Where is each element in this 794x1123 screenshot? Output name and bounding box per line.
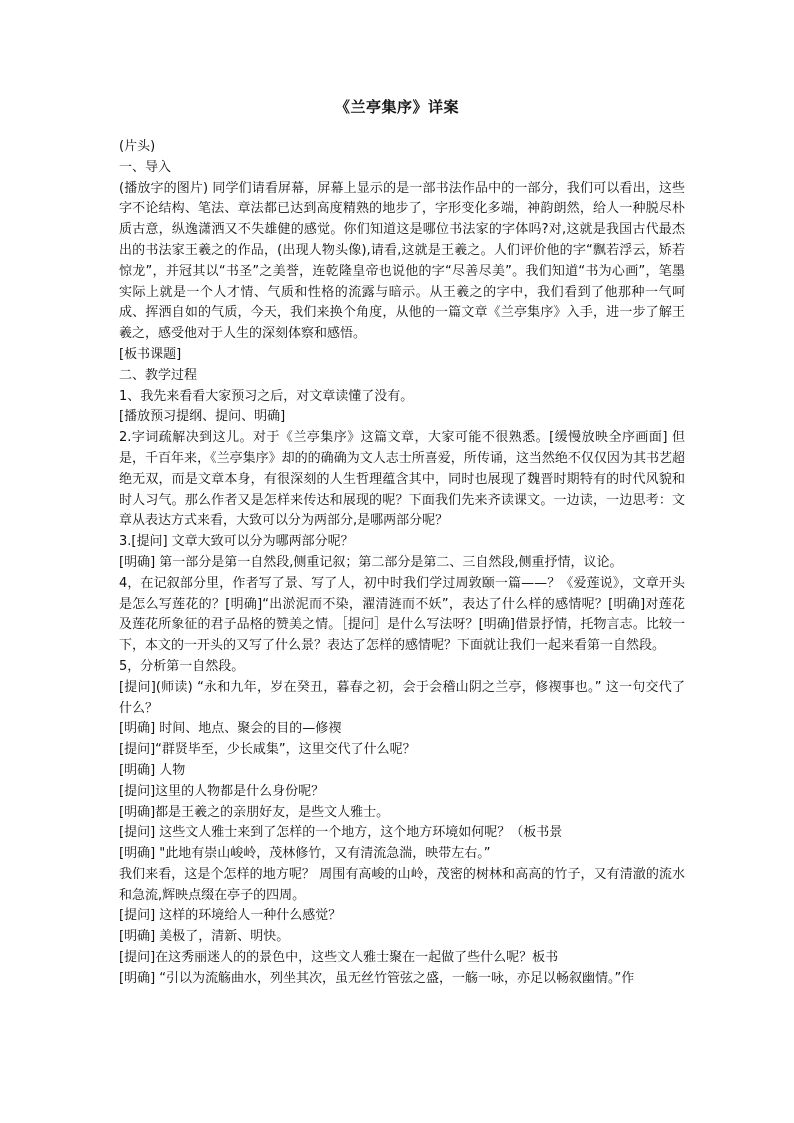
body-paragraph: [提问](师读) “永和九年，岁在癸丑，暮春之初，会于会稽山阴之兰亭，修禊事也。” 这一句交代了什么？ [119, 679, 685, 716]
body-paragraph: [明确] 美极了，清新、明快。 [119, 929, 290, 945]
body-paragraph: [明确]都是王羲之的亲朋好友，是些文人雅士。 [119, 804, 390, 820]
document-title: 《兰亭集序》详案 [334, 98, 459, 116]
body-paragraph: [明确] "此地有崇山峻岭，茂林修竹，又有清流急湍，映带左右。” [119, 846, 491, 862]
body-paragraph: 1、我先来看看大家预习之后，对文章读懂了没有。 [119, 388, 414, 404]
body-paragraph: [提问]这里的人物都是什么身份呢？ [119, 783, 325, 799]
body-paragraph: [明确] “引以为流觞曲水，列坐其次，虽无丝竹管弦之盛，一觞一咏，亦足以畅叙幽情。”作 [119, 970, 635, 986]
body-paragraph: [板书课题] [119, 346, 182, 362]
body-paragraph: [明确] 人物 [119, 762, 186, 778]
body-paragraph: [播放预习提纲、提问、明确] [119, 409, 286, 425]
body-paragraph: 4，在记叙部分里，作者写了景、写了人，初中时我们学过周敦颐一篇——？《爱莲说》，文章开头是怎么写莲花的？[明确]“出淤泥而不染，濯清涟而不妖”，表达了什么样的感情呢？[明确]对莲花及莲花所象征的君子品格的赞美之情。［提问］是什么写法呀？[明确]借景抒情，托物言志。比较一下，本文的一开头的又写了什么景？表达了怎样的感情呢？下面就让我们一起来看第一自然段。 [119, 575, 685, 654]
body-paragraph: 二、教学过程 [119, 367, 198, 383]
body-paragraph: [提问]“群贤毕至，少长咸集”，这里交代了什么呢？ [119, 742, 416, 758]
body-paragraph: [明确] 第一部分是第一自然段,侧重记叙；第二部分是第二、三自然段,侧重抒情，议论。 [119, 554, 623, 570]
body-paragraph: [提问] 这些文人雅士来到了怎样的一个地方，这个地方环境如何呢？（板书景 [119, 825, 563, 841]
body-paragraph: (片头) [119, 139, 156, 154]
body-paragraph: 3.[提问] 文章大致可以分为哪两部分呢？ [119, 534, 354, 550]
body-paragraph: 一、导入 [119, 159, 172, 175]
body-paragraph: 2.字词疏解决到这儿。对于《兰亭集序》这篇文章，大家可能不很熟悉。[缓慢放映全序画面] 但是，千百年来，《兰亭集序》却的的确确为文人志士所喜爱，所传诵，这当然绝不仅仅因为其书艺超绝无双，而是文章本身，有很深刻的人生哲理蕴含其中，同时也展现了魏晋时期特有的时代风貌和时人习气。那么作者又是怎样来传达和展现的呢？下面我们先来齐读课文。一边读，一边思考：文章从表达方式来看，大致可以分为两部分,是哪两部分呢？ [119, 430, 685, 529]
body-paragraph: 5，分析第一自然段。 [119, 658, 245, 674]
body-paragraph: [提问] 这样的环境给人一种什么感觉？ [119, 908, 342, 924]
body-paragraph: [提问]在这秀丽迷人的的景色中，这些文人雅士聚在一起做了些什么呢？板书 [119, 950, 559, 966]
body-paragraph: (播放字的图片) 同学们请看屏幕，屏幕上显示的是一部书法作品中的一部分，我们可以看出，这些字不论结构、笔法、章法都已达到高度精熟的地步了，字形变化多端，神韵朗然，给人一种脱尽朴质古意，纵逸潇洒又不失雄健的感觉。你们知道这是哪位书法家的字体吗?对,这就是我国古代最杰出的书法家王羲之的作品，(出现人物头像),请看,这就是王羲之。人们评价他的字“飘若浮云，矫若惊龙”，并冠其以“书圣”之美誉，连乾隆皇帝也说他的字“尽善尽美”。我们知道“书为心画”，笔墨实际上就是一个人才情、气质和性格的流露与暗示。从王羲之的字中，我们看到了他那种一气呵成、挥洒自如的气质，今天，我们来换个角度，从他的一篇文章《兰亭集序》入手，进一步了解王羲之，感受他对于人生的深刻体察和感悟。 [119, 180, 685, 342]
document-body [119, 137, 685, 990]
body-paragraph: [明确] 时间、地点、聚会的目的—修禊 [119, 721, 342, 737]
body-paragraph: 我们来看，这是个怎样的地方呢？ 周围有高峻的山岭，茂密的树林和高高的竹子，又有清澈的流水和急流,辉映点缀在亭子的四周。 [119, 866, 685, 903]
